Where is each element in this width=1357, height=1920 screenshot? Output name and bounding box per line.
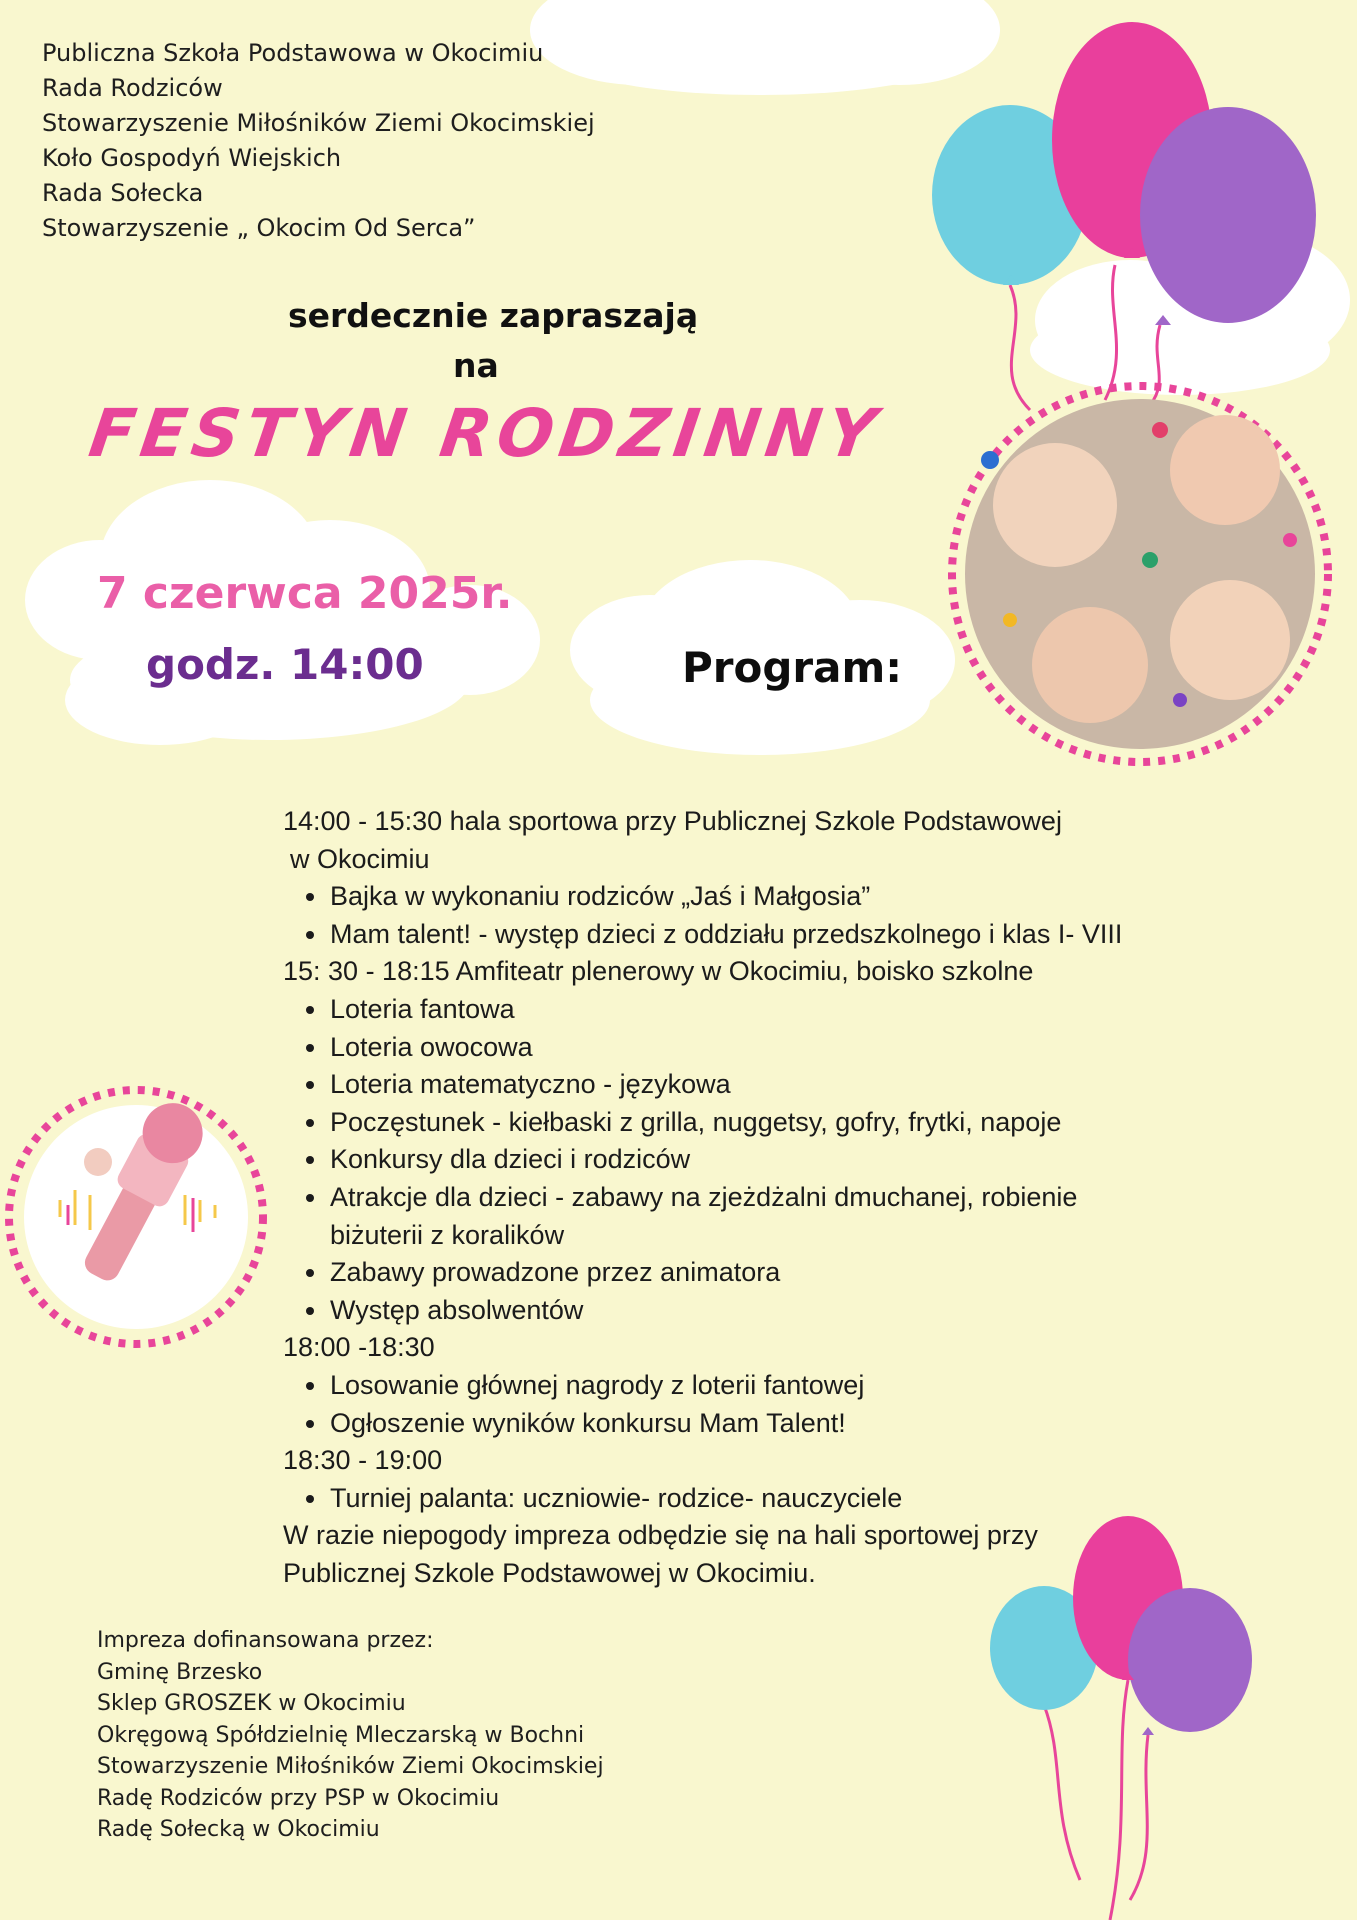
organizer-item: Rada Sołecka [42,179,204,207]
sponsor-item: Sklep GROSZEK w Okocimiu [97,1691,406,1716]
balloon-strings-bottom [1044,1680,1148,1920]
sponsors-heading: Impreza dofinansowana przez: [97,1628,434,1653]
organizers-list [42,36,595,246]
program-bullet-item: Losowanie głównej nagrody z loterii fantowej [283,1367,1223,1405]
children-photo-circle [952,386,1328,762]
sponsor-item: Stowarzyszenie Miłośników Ziemi Okocimskiej [97,1754,604,1779]
karaoke-microphone-circle [9,1090,263,1344]
program-line: 15: 30 - 18:15 Amfiteatr plenerowy w Okocimiu, boisko szkolne [283,956,1034,987]
program-list [283,803,1223,1592]
program-bullet-item: Ogłoszenie wyników konkursu Mam Talent! [283,1405,1223,1443]
sponsors-block [97,1625,604,1846]
organizer-item: Rada Rodziców [42,74,223,102]
sponsor-item: Radę Sołecką w Okocimiu [97,1817,380,1842]
sponsors-list [97,1657,604,1846]
program-line: biżuterii z koralików [330,1219,565,1250]
sponsor-item: Radę Rodziców przy PSP w Okocimiu [97,1785,500,1811]
cloud-top [530,0,1000,95]
program-bullet-item: Atrakcje dla dzieci - zabawy na zjeżdżalni dmuchanej, robienie [283,1179,1223,1217]
invite-na: na [453,346,499,385]
sponsor-item: Okręgową Spółdzielnię Mleczarską w Bochni [97,1722,585,1748]
program-bullet-item: Loteria matematyczno - językowa [283,1066,1223,1104]
program-bullet-item: Loteria owocowa [283,1029,1223,1067]
organizer-item: Stowarzyszenie Miłośników Ziemi Okocimskiej [42,109,595,137]
sponsor-item: Gminę Brzesko [97,1659,263,1685]
program-bullet-item: Turniej palanta: uczniowie- rodzice- nauczyciele [283,1480,1223,1518]
program-bullet-item: Występ absolwentów [283,1292,1223,1330]
program-bullet-item: Konkursy dla dzieci i rodziców [283,1141,1223,1179]
program-bullet-item: Mam talent! - występ dzieci z oddziału przedszkolnego i klas I- VIII [283,916,1223,954]
program-line: 18:00 -18:30 [283,1332,435,1363]
event-date: 7 czerwca 2025r. [97,568,513,619]
invite-line: serdecznie zapraszają [288,296,699,335]
program-bullet-item: Loteria fantowa [283,991,1223,1029]
organizer-item: Stowarzyszenie „ Okocim Od Serca” [42,214,476,242]
event-time: godz. 14:00 [146,640,424,689]
program-bullet-item: Bajka w wykonaniu rodziców „Jaś i Małgosia” [283,878,1223,916]
organizer-item: Koło Gospodyń Wiejskich [42,144,342,172]
program-line: 14:00 - 15:30 hala sportowa przy Publicznej Szkole Podstawowej [283,806,1062,836]
organizer-item: Publiczna Szkoła Podstawowa w Okocimiu [42,39,544,67]
program-bullet-item: Zabawy prowadzone przez animatora [283,1254,1223,1292]
program-line: Publicznej Szkole Podstawowej w Okocimiu. [283,1557,816,1588]
event-title: FESTYN RODZINNY [84,395,887,472]
program-line: W razie niepogody impreza odbędzie się na hali sportowej przy [283,1520,1038,1551]
program-line: 18:30 - 19:00 [283,1445,443,1476]
program-line: w Okocimiu [290,843,430,874]
program-heading: Program: [682,643,903,692]
program-bullet-item: Poczęstunek - kiełbaski z grilla, nuggetsy, gofry, frytki, napoje [283,1104,1223,1142]
